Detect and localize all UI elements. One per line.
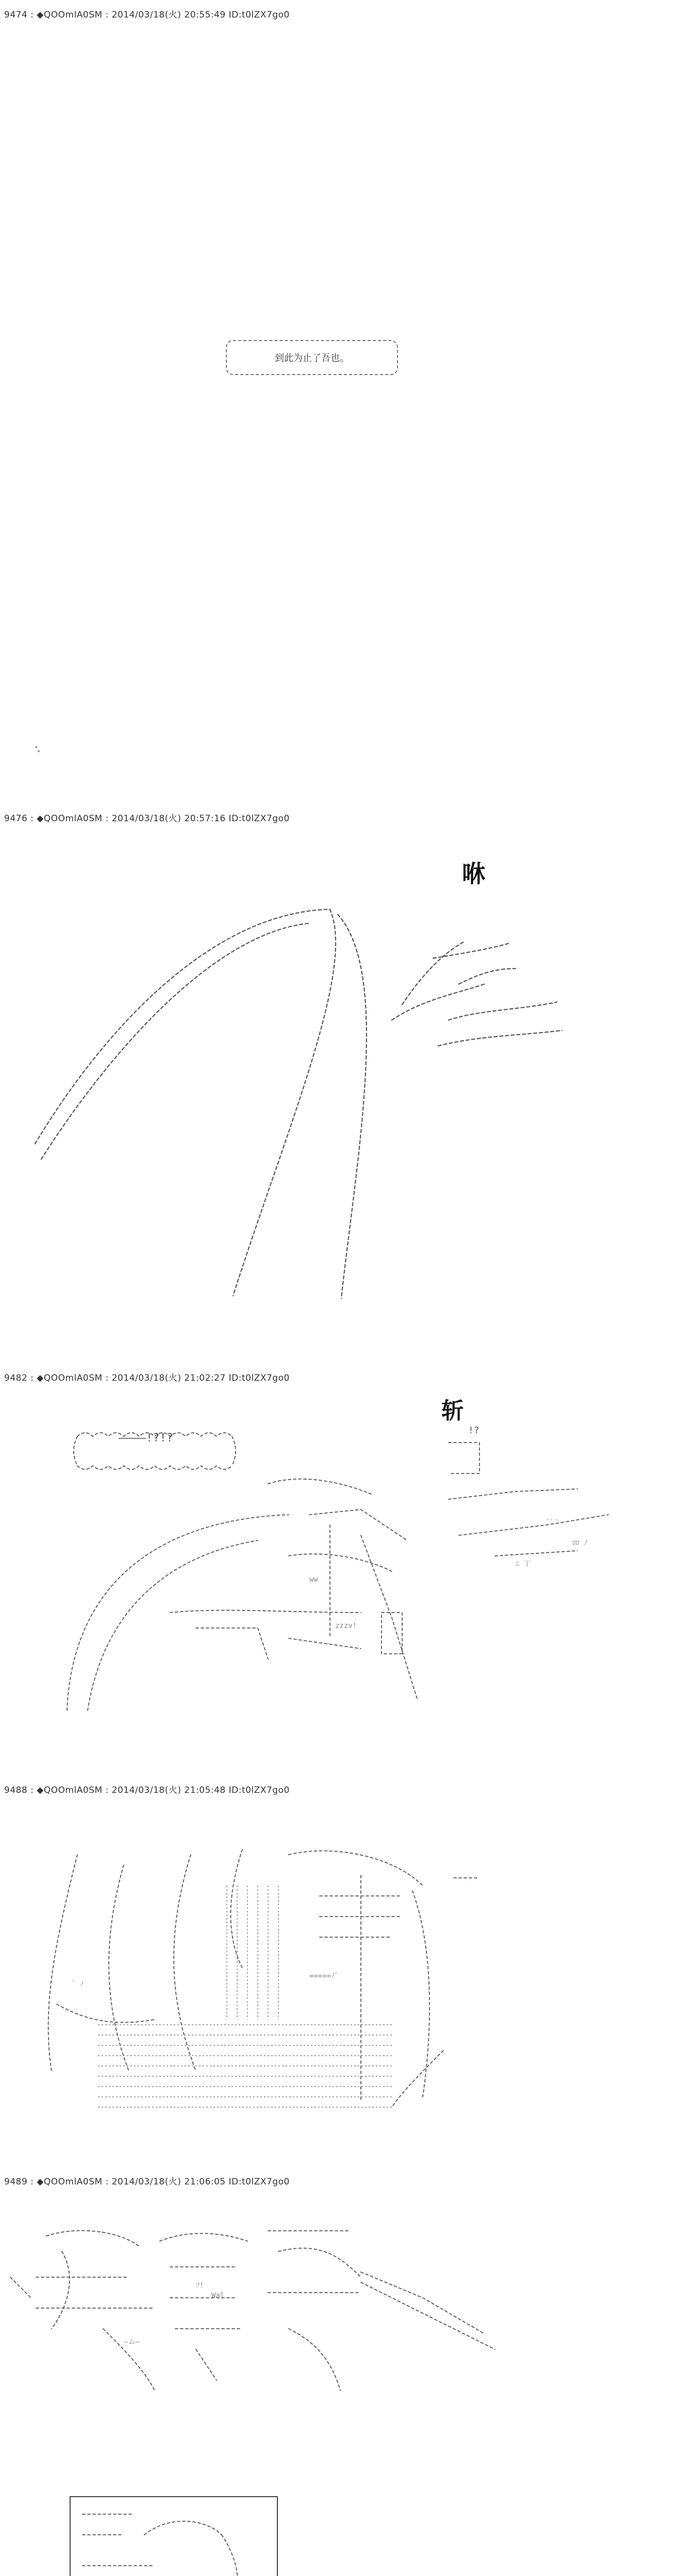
post-header: 9476 : ◆QOOmlA0SM : 2014/03/18(火) 20:57:16 ID:t0lZX7go0 [4,814,290,824]
ascii-art-tail [0,804,696,1370]
sound-effect-text: 咻 [462,860,486,888]
post-header: 9474 : ◆QOOmlA0SM : 2014/03/18(火) 20:55:49 ID:t0lZX7go0 [4,10,290,20]
svg-text:―ム―: ―ム― [124,2338,140,2346]
svg-text:=====ﾉﾞ: =====ﾉﾞ [309,1972,339,1980]
svg-text:ﾞ ﾉ: ﾞ ﾉ [72,1980,84,1988]
svg-text:zzzv!: zzzv! [335,1622,357,1630]
sound-effect-text: 斩 [441,1398,464,1424]
post-3 [0,1370,696,1783]
side-exclamation: !? [468,1425,479,1436]
post-1 [0,0,696,804]
ascii-art-slash [0,1370,696,1783]
bubble-text: 到此为止了吾也。 [275,353,349,364]
svg-text:ww: ww [309,1575,318,1584]
svg-text:ﾛﾛ ﾉ: ﾛﾛ ﾉ [572,1539,588,1548]
shout-text: ————!?!? [119,1432,173,1445]
svg-text:ｿ!: ｿ! [196,2281,204,2290]
svg-text:ﾞﾞ ﾟ: ﾞﾞ ﾟ [546,1519,559,1527]
ascii-art-dots [0,0,696,804]
post-2 [0,804,696,1370]
inset-panel-art [0,2174,696,2576]
post-header: 9482 : ◆QOOmlA0SM : 2014/03/18(火) 21:02:27 ID:t0lZX7go0 [4,1373,290,1383]
svg-text:Wal: Wal [211,2292,225,2300]
post-header: 9489 : ◆QOOmlA0SM : 2014/03/18(火) 21:06:05 ID:t0lZX7go0 [4,2177,290,2187]
ascii-art-figure [0,1783,696,2174]
svg-text:ﾆ 丁: ﾆ 丁 [516,1560,531,1568]
post-header: 9488 : ◆QOOmlA0SM : 2014/03/18(火) 21:05:48 ID:t0lZX7go0 [4,1785,290,1795]
post-4 [0,1783,696,2174]
post-5 [0,2174,696,2576]
